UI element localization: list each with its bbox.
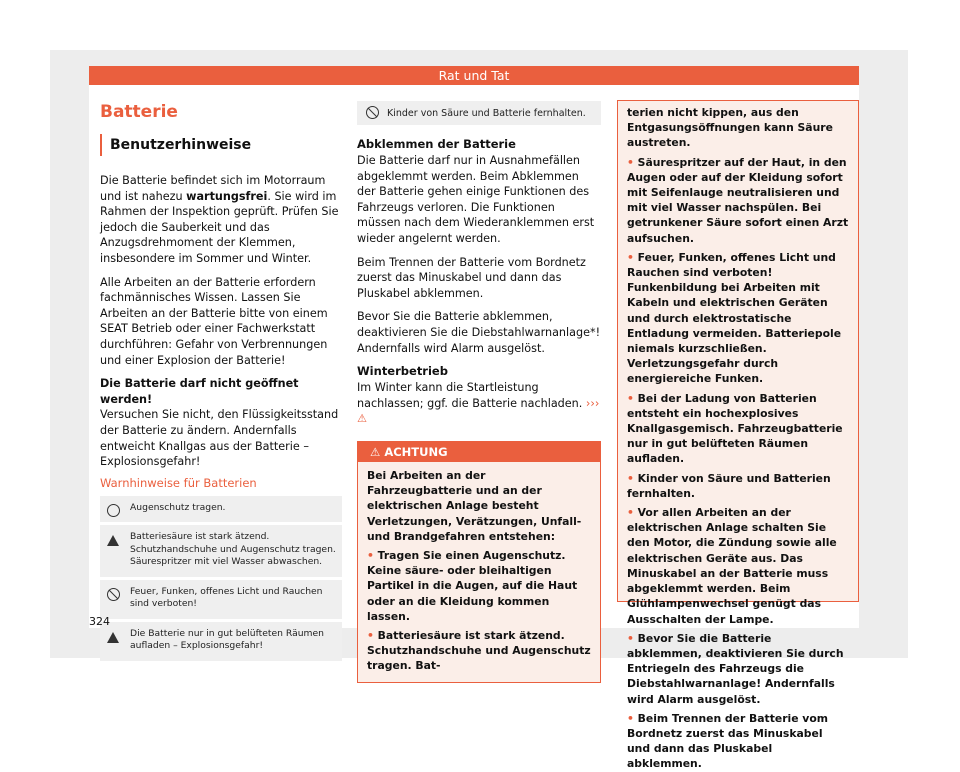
caution-intro: Bei Arbeiten an der Fahrzeugbatterie und an der elektrischen Anlage besteht Verletzungen, Verätzungen, Unfall- und Brandgefahren entstehen: <box>367 468 582 543</box>
caution-title: ACHTUNG <box>384 444 448 459</box>
warning-row <box>100 622 342 661</box>
caution-continuation <box>617 100 859 771</box>
caution-item <box>367 548 591 624</box>
bullet: • <box>627 631 634 645</box>
text: . Sie wird im Rahmen der Inspektion geprüft. Prüfen Sie jedoch die Sauberkeit und das Anzugsdrehmoment der Klemmen, insbesondere im Sommer und Winter. <box>100 189 339 265</box>
caution-item <box>627 631 849 707</box>
warning-text: Feuer, Funken, offenes Licht und Rauchen sind verboten! <box>130 585 323 610</box>
text: Kinder von Säure und Batterien fernhalten. <box>627 471 831 500</box>
bullet: • <box>627 250 634 264</box>
section-heading: Abklemmen der Batterie <box>357 137 516 151</box>
warning-row <box>100 525 342 577</box>
bullet: • <box>367 548 374 562</box>
paragraph: Beim Trennen der Batterie vom Bordnetz zuerst das Minuskabel und dann das Pluskabel abklemmen. <box>357 255 586 300</box>
caution-body <box>358 462 600 682</box>
caution-item <box>627 711 849 772</box>
text: Beim Trennen der Batterie vom Bordnetz zuerst das Minuskabel und dann das Pluskabel abklemmen. <box>627 711 829 771</box>
bullet: • <box>627 506 634 520</box>
caution-header <box>358 442 600 462</box>
bullet: • <box>627 711 634 725</box>
paragraph: Die Batterie darf nur in Ausnahmefällen abgeklemmt werden. Beim Abklemmen der Batterie gehen einige Funktionen des Fahrzeugs verloren. Die Funktionen müssen nach dem Wiederanklemmen erst wieder angelernt werden. <box>357 154 595 245</box>
warning-text: Augenschutz tragen. <box>130 501 226 513</box>
warning-text: Kinder von Säure und Batterie fernhalten. <box>387 107 586 119</box>
paragraph: Bevor Sie die Batterie abklemmen, deaktivieren Sie die Diebstahlwarnanlage*! Andernfalls wird Alarm ausgelöst. <box>357 310 601 355</box>
caution-item: terien nicht kippen, aus den Entgasungsöffnungen kann Säure austreten. <box>627 106 833 150</box>
text: Tragen Sie einen Augenschutz. Keine säure- oder bleihaltigen Partikel in die Augen, auf die Haut oder an die Kleidung kommen lassen. <box>367 548 578 623</box>
paragraph <box>357 380 601 427</box>
bullet: • <box>367 628 374 642</box>
caution-item <box>367 628 591 674</box>
warning-text: Batteriesäure ist stark ätzend. Schutzhandschuhe und Augenschutz tragen. Säurespritzer mit viel Wasser abwaschen. <box>130 531 336 568</box>
text: Batteriesäure ist stark ätzend. Schutzhandschuhe und Augenschutz tragen. Bat- <box>367 628 591 673</box>
explosion-icon <box>107 632 119 643</box>
caution-box <box>357 441 601 683</box>
warning-row <box>100 496 342 523</box>
warning-row <box>100 580 342 619</box>
warning-text: Die Batterie nur in gut belüfteten Räumen aufladen – Explosionsgefahr! <box>130 627 324 652</box>
no-fire-icon <box>107 588 120 601</box>
warnings-title: Warnhinweise für Batterien <box>100 475 257 490</box>
text: Feuer, Funken, offenes Licht und Rauchen sind verboten! Funkenbildung bei Arbeiten mit Kabeln und elektrischen Geräten und durch elektrostatische Entladung vermeiden. Batteriepole niemals kurzschließen. Verletzungsgefahr durch energiereiche Funken. <box>627 250 842 386</box>
text-bold: Die Batterie darf nicht geöffnet werden! <box>100 377 299 406</box>
bullet: • <box>627 155 634 169</box>
text: Bevor Sie die Batterie abklemmen, deaktivieren Sie durch Entriegeln des Fahrzeugs die Diebstahlwarnanlage! Andernfalls wird Alarm ausgelöst. <box>627 631 844 706</box>
left-column <box>100 96 342 664</box>
text: Die Batterie befindet sich im Motorraum und ist nahezu <box>100 174 326 203</box>
subheading: Benutzerhinweise <box>100 134 342 156</box>
eye-protection-icon <box>107 504 120 517</box>
section-header: Rat und Tat <box>89 66 859 85</box>
text-bold: wartungsfrei <box>186 189 268 203</box>
warning-reference-icon[interactable]: ››› ⚠ <box>357 396 600 426</box>
caution-item <box>627 471 849 501</box>
middle-column <box>357 101 601 683</box>
page-title: Batterie <box>100 102 178 122</box>
warning-row <box>357 101 601 125</box>
paragraph <box>100 173 342 267</box>
paragraph: Alle Arbeiten an der Batterie erfordern fachmännisches Wissen. Lassen Sie Arbeiten an der Batterie bitte von einem SEAT Betrieb oder einer Fachwerkstatt durchführen: Gefahr von Verbrennungen und einer Explosion der Batterie! <box>100 275 328 367</box>
section-heading: Winterbetrieb <box>357 364 448 379</box>
bullet: • <box>627 471 634 485</box>
acid-warning-icon <box>107 535 119 546</box>
text: Versuchen Sie nicht, den Flüssigkeitsstand der Batterie zu ändern. Andernfalls entweicht Knallgas aus der Batterie – Explosionsgefahr! <box>100 408 339 469</box>
warning-triangle-icon: ⚠ <box>370 444 385 459</box>
text: Bei der Ladung von Batterien entsteht ein hochexplosives Knallgasgemisch. Fahrzeugbatterie nur in gut belüfteten Räumen aufladen. <box>627 391 843 466</box>
caution-item <box>627 155 849 246</box>
caution-item <box>627 505 849 627</box>
bullet: • <box>627 391 634 405</box>
text: Säurespritzer auf der Haut, in den Augen oder auf der Kleidung sofort mit Seifenlauge neutralisieren und mit viel Wasser nachspülen. Bei getrunkener Säure sofort einen Arzt aufsuchen. <box>627 155 849 245</box>
paragraph <box>100 376 342 470</box>
text: Im Winter kann die Startleistung nachlassen; ggf. die Batterie nachladen. <box>357 381 583 410</box>
page-number: 324 <box>89 615 110 628</box>
caution-item <box>627 391 849 467</box>
text: Vor allen Arbeiten an der elektrischen Anlage schalten Sie den Motor, die Zündung sowie alle elektrischen Geräte aus. Das Minuskabel an der Batterie muss abgeklemmt werden. Beim Glühlampenwechsel genügt das Ausschalten der Lampe. <box>627 506 837 626</box>
caution-item <box>627 250 849 387</box>
right-column <box>617 100 859 771</box>
keep-away-from-children-icon <box>366 106 379 119</box>
